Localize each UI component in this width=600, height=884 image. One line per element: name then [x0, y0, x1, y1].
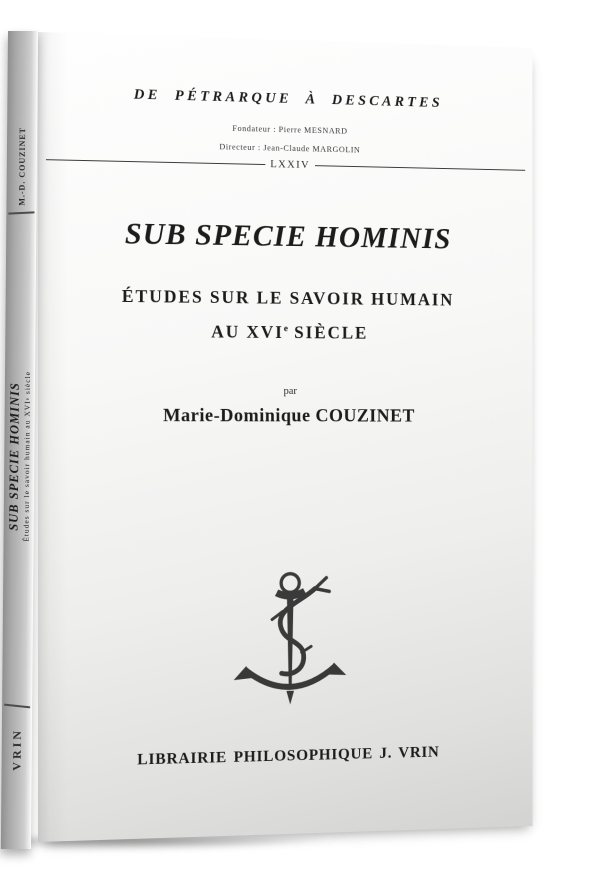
- publisher-name: LIBRAIRIE PHILOSOPHIQUE J. VRIN: [137, 743, 440, 769]
- spine-title-block: [7, 371, 32, 543]
- spine-publisher-section: [1, 721, 31, 777]
- anchor-dolphin-emblem-icon: [38, 565, 533, 716]
- byline: par: [283, 385, 297, 397]
- rule-segment-right: [315, 165, 525, 171]
- series-title: DE PÉTRARQUE À DESCARTES: [133, 86, 443, 111]
- rule-segment-left: [46, 159, 266, 165]
- book-subtitle-line2: AU XVIe SIÈCLE: [211, 321, 369, 343]
- book-spine: [1, 31, 38, 849]
- book-front-cover: [38, 32, 533, 842]
- series-director: Directeur : Jean-Claude MARGOLIN: [219, 141, 361, 155]
- book: [8, 32, 556, 844]
- spine-title-section: [3, 307, 36, 607]
- author-name: Marie-Dominique COUZINET: [163, 405, 415, 427]
- spine-title: SUB SPECIE HOMINIS: [6, 382, 22, 532]
- series-founder: Fondateur : Pierre MESNARD: [232, 122, 348, 136]
- book-title: SUB SPECIE HOMINIS: [124, 215, 452, 256]
- spine-author: M.-D. COUZINET: [16, 126, 27, 206]
- spine-divider-bottom: [4, 704, 30, 709]
- book-subtitle-line1: ÉTUDES SUR LE SAVOIR HUMAIN: [121, 286, 455, 310]
- spine-publisher: VRIN: [9, 727, 24, 771]
- series-volume-number: LXXIV: [270, 158, 311, 171]
- spine-subtitle: Études sur le savoir humain au XVIe siècle: [21, 371, 33, 542]
